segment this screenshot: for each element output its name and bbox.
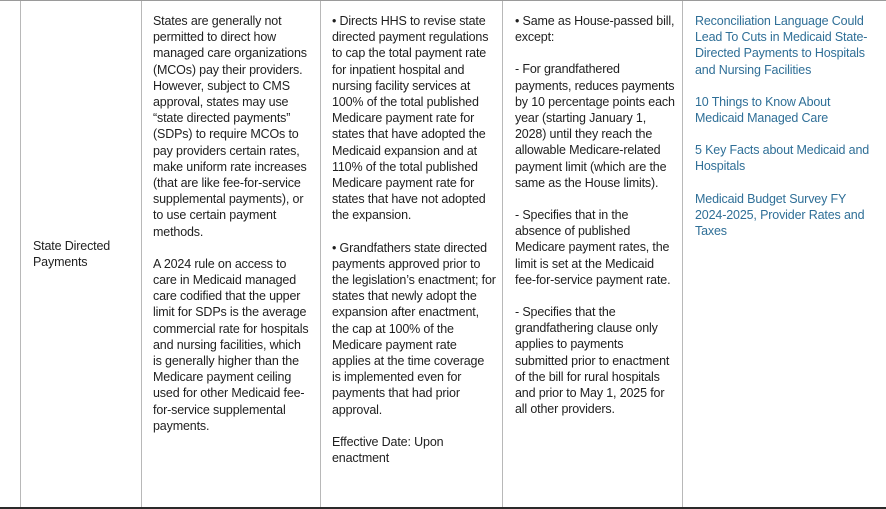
senate-bill-paragraph: - For grandfathered payments, reduces payments by 10 percentage points each year (starting January 1, 2028) until they reach the allowable Medicare-related payment limit (which are the same as the House limits). — [515, 62, 675, 190]
house-bill-cell — [321, 1, 503, 507]
house-bill-paragraph: • Grandfathers state directed payments approved prior to the legislation’s enactment; for states that newly adopt the expansion after enactment, the cap at 100% of the Medicare payment rate applies at the time coverage is implemented even for payments that had prior approval. — [332, 240, 496, 417]
resource-link[interactable]: 10 Things to Know About Medicaid Managed Care — [695, 94, 831, 126]
house-bill-effective-date: Effective Date: Upon enactment — [332, 434, 444, 466]
resource-link[interactable]: Reconciliation Language Could Lead To Cuts in Medicaid State-Directed Payments to Hospitals and Nursing Facilities — [695, 14, 868, 77]
current-law-paragraph: States are generally not permitted to direct how managed care organizations (MCOs) pay their providers. However, subject to CMS approval, states may use “state directed payments” (SDPs) to require MCOs to pay providers certain rates, make uniform rate increases (that are like fee-for-service supplemental payments), or to use certain payment methods. — [153, 14, 307, 239]
resources-cell — [683, 1, 886, 507]
topic-cell — [20, 1, 142, 507]
senate-bill-paragraph: - Specifies that in the absence of published Medicare payment rates, the limit is set at the Medicaid fee-for-service payment rate. — [515, 208, 671, 287]
senate-bill-paragraph: - Specifies that the grandfathering clause only applies to payments submitted prior to enactment of the bill for rural hospitals and prior to May 1, 2025 for all other providers. — [515, 305, 670, 417]
current-law-cell — [142, 1, 321, 507]
senate-bill-cell — [503, 1, 683, 507]
resource-link[interactable]: Medicaid Budget Survey FY 2024-2025, Provider Rates and Taxes — [695, 191, 865, 239]
house-bill-paragraph: • Directs HHS to revise state directed payment regulations to cap the total payment rate for inpatient hospital and nursing facility services at 100% of the total published Medicare payment rate for states that have adopted the Medicaid expansion and at 110% of the total published Medicare payment rate for states that have not adopted the expansion. — [332, 14, 489, 223]
senate-bill-paragraph: • Same as House-passed bill, except: — [515, 14, 675, 45]
resource-link[interactable]: 5 Key Facts about Medicaid and Hospitals — [695, 143, 870, 174]
current-law-paragraph: A 2024 rule on access to care in Medicaid managed care codified that the upper limit for SDPs is the average commercial rate for hospitals and nursing facilities, which is generally higher than the Medicare payment ceiling used for other Medicaid fee-for-service supplemental payments. — [153, 256, 309, 433]
topic-label: State Directed Payments — [33, 239, 111, 270]
